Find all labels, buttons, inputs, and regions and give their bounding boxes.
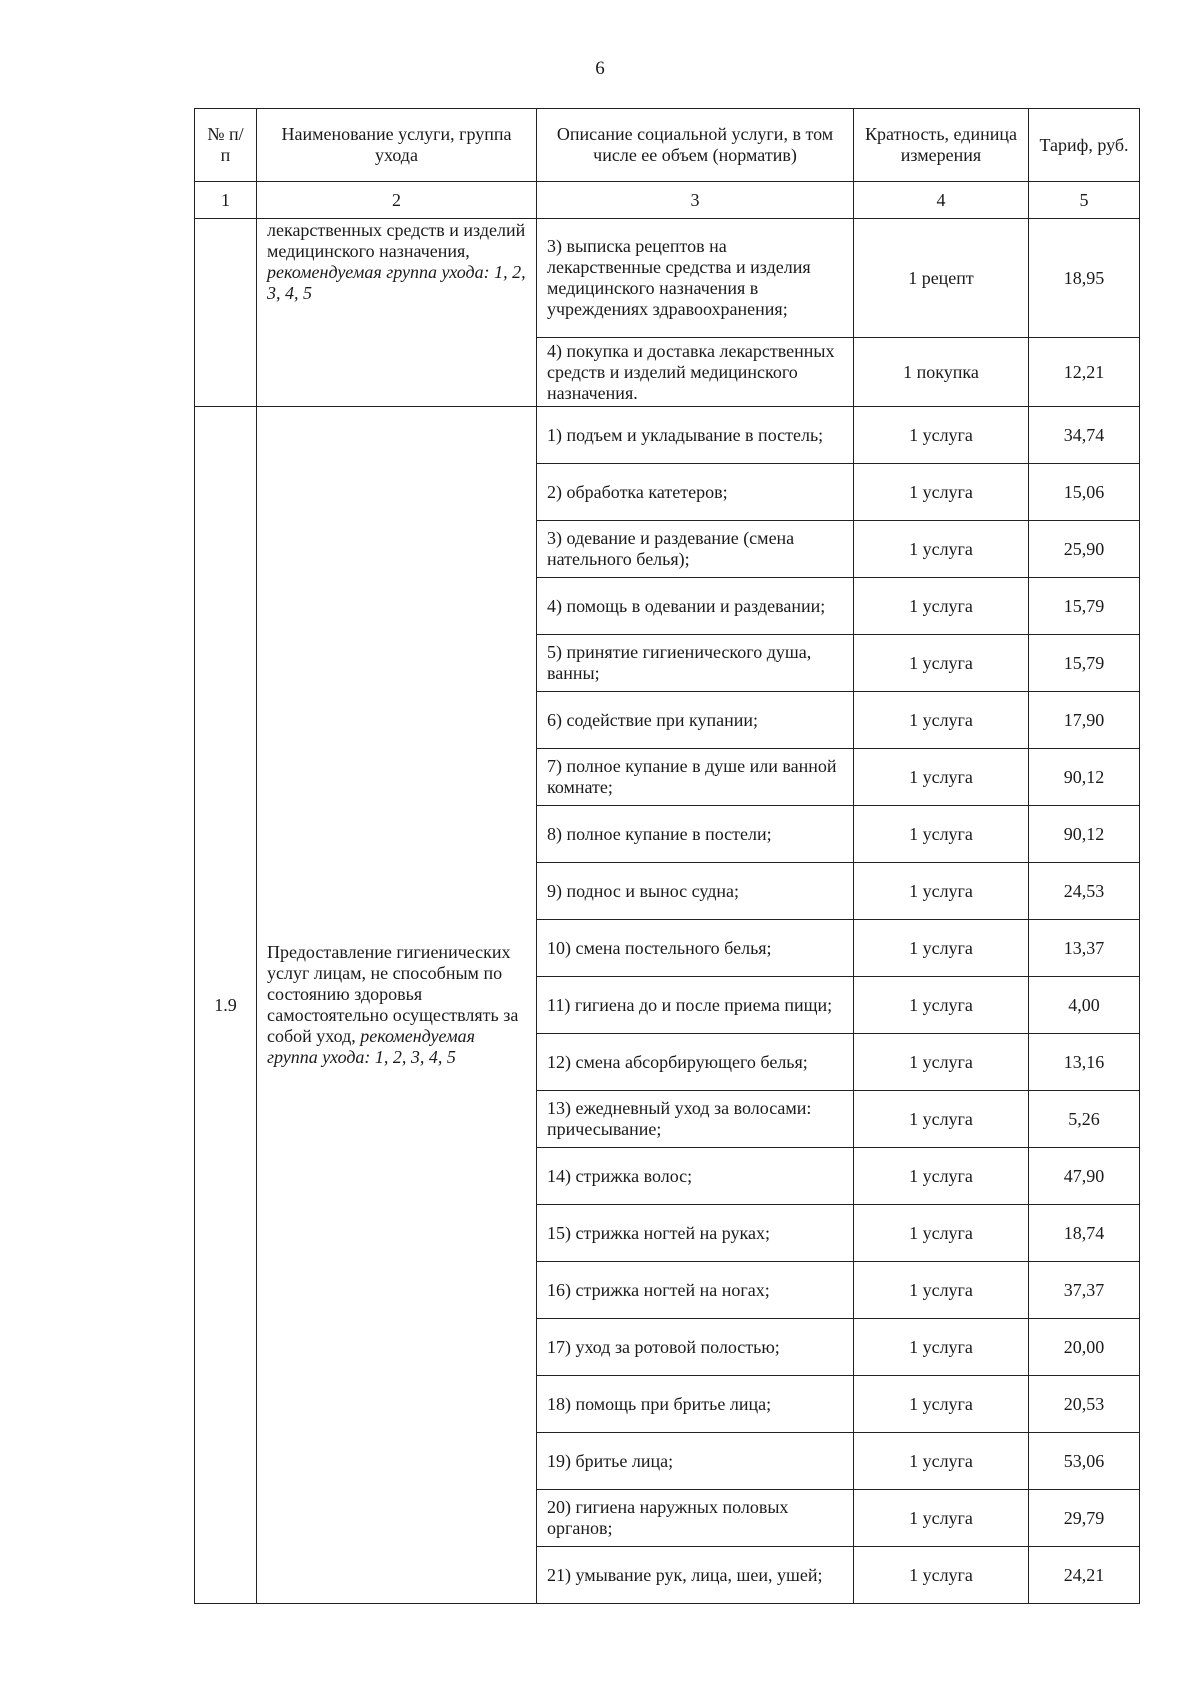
service-tariff: 53,06 (1029, 1433, 1140, 1490)
service-description: 6) содействие при купании; (537, 692, 854, 749)
service-number: 1.9 (195, 407, 257, 1604)
service-tariff: 5,26 (1029, 1091, 1140, 1148)
service-description: 10) смена постельного белья; (537, 920, 854, 977)
service-tariff: 29,79 (1029, 1490, 1140, 1547)
service-number (195, 219, 257, 407)
service-unit: 1 услуга (854, 578, 1029, 635)
service-unit: 1 услуга (854, 1034, 1029, 1091)
service-description: 15) стрижка ногтей на руках; (537, 1205, 854, 1262)
service-description: 3) одевание и раздевание (смена нательного белья); (537, 521, 854, 578)
service-tariff: 20,00 (1029, 1319, 1140, 1376)
service-description: 9) поднос и вынос судна; (537, 863, 854, 920)
service-description: 3) выписка рецептов на лекарственные средства и изделия медицинского назначения в учреждениях здравоохранения; (537, 219, 854, 338)
service-unit: 1 услуга (854, 1262, 1029, 1319)
header-unit: Кратность, единица измерения (854, 109, 1029, 182)
care-group-text: рекомендуемая группа ухода: 1, 2, 3, 4, 5 (267, 262, 526, 303)
service-description: 13) ежедневный уход за волосами: причесывание; (537, 1091, 854, 1148)
service-description: 4) помощь в одевании и раздевании; (537, 578, 854, 635)
service-tariff: 25,90 (1029, 521, 1140, 578)
service-unit: 1 услуга (854, 806, 1029, 863)
table-header-row (195, 109, 1140, 182)
service-unit: 1 услуга (854, 1376, 1029, 1433)
service-tariff: 15,79 (1029, 578, 1140, 635)
service-tariff: 12,21 (1029, 338, 1140, 407)
service-tariff: 13,16 (1029, 1034, 1140, 1091)
service-description: 20) гигиена наружных половых органов; (537, 1490, 854, 1547)
service-name-text: лекарственных средств и изделий медицинского назначения, (267, 220, 526, 261)
service-unit: 1 услуга (854, 1319, 1029, 1376)
service-unit: 1 услуга (854, 1547, 1029, 1604)
table-row (195, 407, 1140, 464)
service-unit: 1 рецепт (854, 219, 1029, 338)
service-description: 2) обработка катетеров; (537, 464, 854, 521)
service-tariff: 90,12 (1029, 749, 1140, 806)
service-description: 14) стрижка волос; (537, 1148, 854, 1205)
service-unit: 1 услуга (854, 977, 1029, 1034)
service-tariff: 47,90 (1029, 1148, 1140, 1205)
service-description: 19) бритье лица; (537, 1433, 854, 1490)
service-description: 5) принятие гигиенического душа, ванны; (537, 635, 854, 692)
header-description: Описание социальной услуги, в том числе ее объем (норматив) (537, 109, 854, 182)
service-unit: 1 услуга (854, 1091, 1029, 1148)
service-unit: 1 услуга (854, 521, 1029, 578)
table-body (195, 219, 1140, 1604)
service-tariff: 15,79 (1029, 635, 1140, 692)
service-description: 8) полное купание в постели; (537, 806, 854, 863)
service-tariff: 90,12 (1029, 806, 1140, 863)
care-group-text: рекомендуемая группа ухода: 1, 2, 3, 4, 5 (267, 1026, 475, 1067)
service-unit: 1 услуга (854, 863, 1029, 920)
header-number: № п/п (195, 109, 257, 182)
page-number: 6 (595, 58, 605, 79)
service-tariff: 18,74 (1029, 1205, 1140, 1262)
header-tariff: Тариф, руб. (1029, 109, 1140, 182)
service-description: 17) уход за ротовой полостью; (537, 1319, 854, 1376)
service-unit: 1 услуга (854, 407, 1029, 464)
service-tariff: 17,90 (1029, 692, 1140, 749)
service-unit: 1 услуга (854, 692, 1029, 749)
service-tariff: 15,06 (1029, 464, 1140, 521)
service-unit: 1 услуга (854, 635, 1029, 692)
service-description: 12) смена абсорбирующего белья; (537, 1034, 854, 1091)
service-description: 11) гигиена до и после приема пищи; (537, 977, 854, 1034)
service-unit: 1 услуга (854, 749, 1029, 806)
service-unit: 1 услуга (854, 1433, 1029, 1490)
column-index: 5 (1029, 182, 1140, 219)
service-unit: 1 услуга (854, 1148, 1029, 1205)
service-tariff: 4,00 (1029, 977, 1140, 1034)
table-row (195, 219, 1140, 338)
header-service-name: Наименование услуги, группа ухода (257, 109, 537, 182)
service-description: 4) покупка и доставка лекарственных средств и изделий медицинского назначения. (537, 338, 854, 407)
service-tariff: 34,74 (1029, 407, 1140, 464)
service-description: 21) умывание рук, лица, шеи, ушей; (537, 1547, 854, 1604)
column-index: 2 (257, 182, 537, 219)
service-unit: 1 услуга (854, 1205, 1029, 1262)
tariff-table (194, 108, 1140, 1604)
service-name (257, 407, 537, 1604)
service-unit: 1 услуга (854, 1490, 1029, 1547)
service-description: 16) стрижка ногтей на ногах; (537, 1262, 854, 1319)
service-description: 18) помощь при бритье лица; (537, 1376, 854, 1433)
column-index: 1 (195, 182, 257, 219)
service-unit: 1 услуга (854, 464, 1029, 521)
service-tariff: 37,37 (1029, 1262, 1140, 1319)
service-name-text: Предоставление гигиенических услуг лицам, не способным по состоянию здоровья самостоятельно осуществлять за собой уход, (267, 942, 519, 1046)
service-unit: 1 услуга (854, 920, 1029, 977)
service-tariff: 24,53 (1029, 863, 1140, 920)
column-index-row (195, 182, 1140, 219)
service-description: 1) подъем и укладывание в постель; (537, 407, 854, 464)
service-tariff: 13,37 (1029, 920, 1140, 977)
service-tariff: 24,21 (1029, 1547, 1140, 1604)
service-unit: 1 покупка (854, 338, 1029, 407)
service-tariff: 18,95 (1029, 219, 1140, 338)
column-index: 3 (537, 182, 854, 219)
service-name (257, 219, 537, 407)
service-tariff: 20,53 (1029, 1376, 1140, 1433)
service-description: 7) полное купание в душе или ванной комнате; (537, 749, 854, 806)
column-index: 4 (854, 182, 1029, 219)
